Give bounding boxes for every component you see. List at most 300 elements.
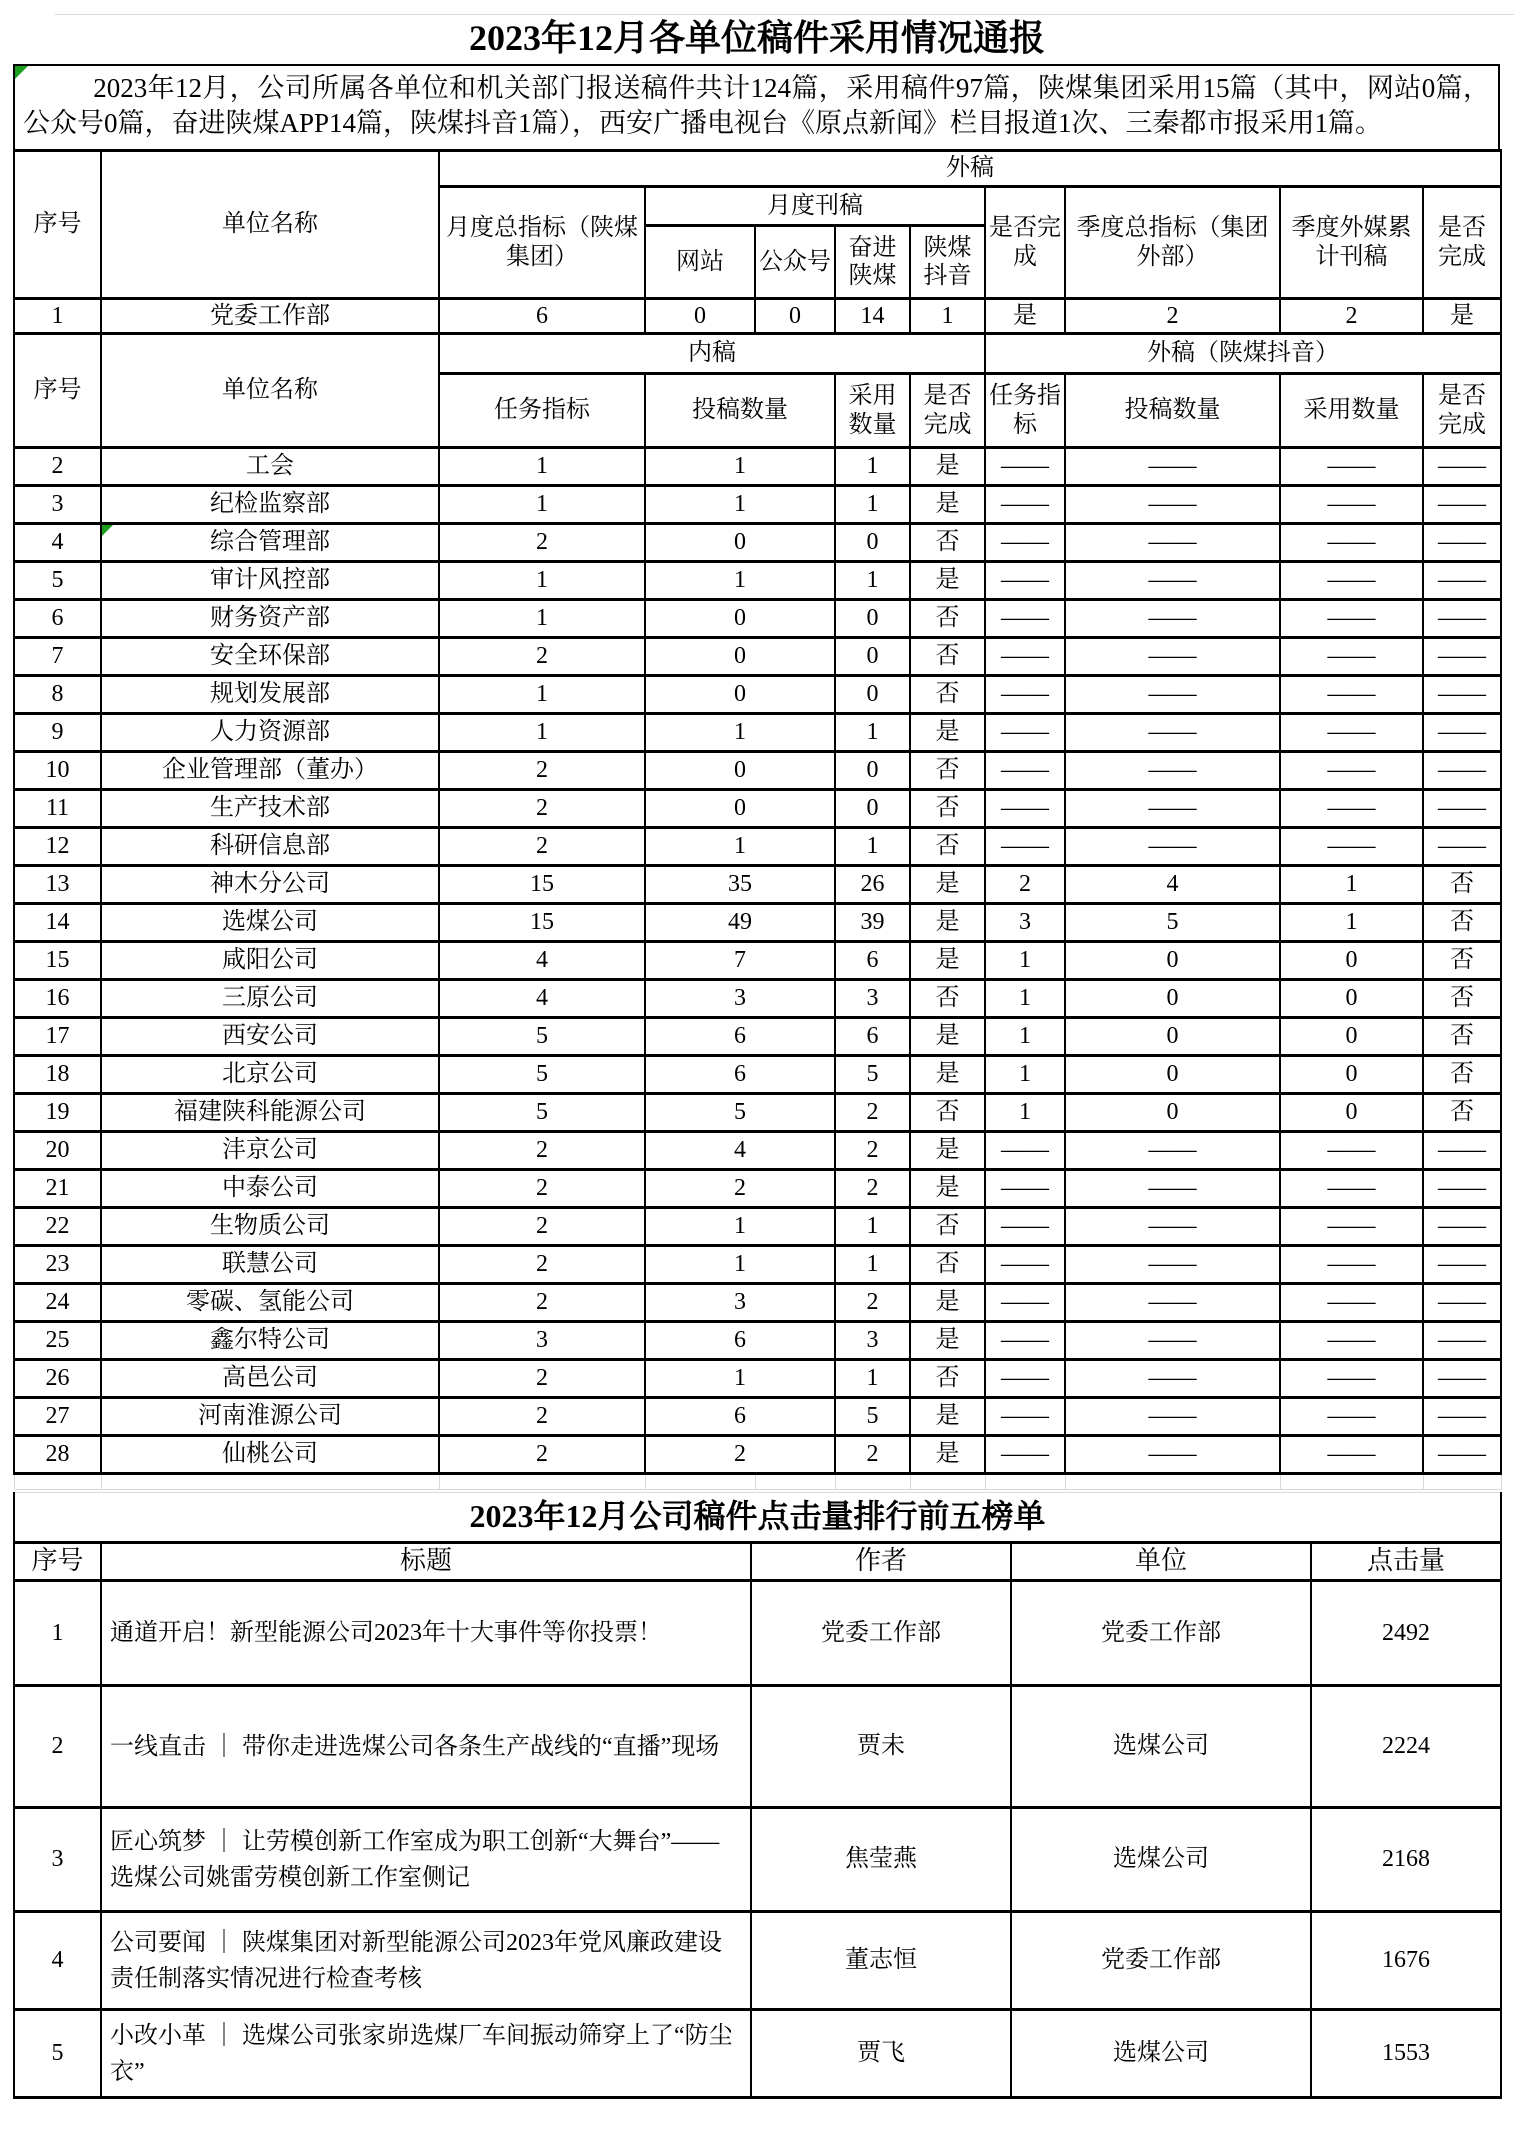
cell-done-outer: 否 <box>1423 1094 1501 1132</box>
cell-adopt-outer: 0 <box>1280 980 1423 1018</box>
row-unit-name: 仙桃公司 <box>101 1436 439 1474</box>
cell-submit-inner: 2 <box>645 1436 835 1474</box>
cell-task-inner: 2 <box>439 1246 645 1284</box>
cell-submit-outer: 0 <box>1065 1056 1280 1094</box>
rank-author: 贾未 <box>751 1686 1011 1808</box>
cell-task-outer: —— <box>985 638 1065 676</box>
row-unit-name: 福建陕科能源公司 <box>101 1094 439 1132</box>
cell-adopt-inner: 1 <box>835 1246 910 1284</box>
error-indicator-icon <box>15 66 28 79</box>
cell-submit-outer: —— <box>1065 1132 1280 1170</box>
row-unit-name: 纪检监察部 <box>101 486 439 524</box>
cell-done-inner: 否 <box>910 1360 985 1398</box>
cell-task-inner: 15 <box>439 866 645 904</box>
cell-adopt-outer: 1 <box>1280 866 1423 904</box>
cell-done-inner: 是 <box>910 448 985 486</box>
cell-done-inner: 否 <box>910 676 985 714</box>
cell-adopt-outer: 0 <box>1280 1094 1423 1132</box>
section-header-monthly-pub: 月度刊稿 <box>645 187 985 226</box>
row-seq: 11 <box>14 790 101 828</box>
table-row-dangwei <box>14 299 1501 334</box>
cell-done-outer: —— <box>1423 1322 1501 1360</box>
cell-done-outer: —— <box>1423 676 1501 714</box>
cell-adopt-inner: 1 <box>835 828 910 866</box>
cell-submit-outer: 5 <box>1065 904 1280 942</box>
cell-task-outer: —— <box>985 790 1065 828</box>
cell-submit-outer: —— <box>1065 638 1280 676</box>
cell-submit-outer: —— <box>1065 714 1280 752</box>
table-row <box>14 1322 1501 1360</box>
col-header-quarter-pub: 季度外媒累计刊稿 <box>1280 187 1423 299</box>
cell-task-inner: 2 <box>439 752 645 790</box>
rank-col-header-author: 作者 <box>751 1543 1011 1581</box>
clicks-ranking-table <box>13 1492 1502 2099</box>
row-seq: 24 <box>14 1284 101 1322</box>
cell-task-inner: 15 <box>439 904 645 942</box>
row-seq: 23 <box>14 1246 101 1284</box>
row-seq: 4 <box>14 524 101 562</box>
cell-task-outer: —— <box>985 1246 1065 1284</box>
rank-author: 党委工作部 <box>751 1581 1011 1686</box>
cell-done-outer: —— <box>1423 1398 1501 1436</box>
cell-task-outer: —— <box>985 828 1065 866</box>
col-header-done-1: 是否完成 <box>985 187 1065 299</box>
rank-article-title: 公司要闻 ｜ 陕煤集团对新型能源公司2023年党风廉政建设责任制落实情况进行检查考核 <box>101 1912 751 2010</box>
cell-adopt-outer: —— <box>1280 828 1423 866</box>
row-unit-name: 咸阳公司 <box>101 942 439 980</box>
cell-adopt-outer: 1 <box>1280 904 1423 942</box>
cell-task-inner: 1 <box>439 714 645 752</box>
cell-done-inner: 否 <box>910 752 985 790</box>
table-row <box>14 980 1501 1018</box>
cell-adopt-inner: 0 <box>835 638 910 676</box>
row-unit-name: 党委工作部 <box>101 299 439 334</box>
cell-adopt-outer: —— <box>1280 1170 1423 1208</box>
section-header-inner: 内稿 <box>439 334 985 374</box>
cell-task-outer: —— <box>985 1170 1065 1208</box>
col-header-douyin: 陕煤抖音 <box>910 226 985 299</box>
table-row <box>14 1436 1501 1474</box>
cell-adopt-outer: 0 <box>1280 1056 1423 1094</box>
row-unit-name: 规划发展部 <box>101 676 439 714</box>
cell-adopt-outer: —— <box>1280 676 1423 714</box>
cell-submit-inner: 0 <box>645 676 835 714</box>
cell-task-outer: —— <box>985 1436 1065 1474</box>
cell-submit-outer: —— <box>1065 524 1280 562</box>
cell-submit-inner: 1 <box>645 1246 835 1284</box>
cell-monthly-total: 6 <box>439 299 645 334</box>
cell-submit-outer: —— <box>1065 562 1280 600</box>
cell-adopt-outer: —— <box>1280 1246 1423 1284</box>
col-header-task-outer: 任务指标 <box>985 374 1065 448</box>
cell-adopt-outer: —— <box>1280 1360 1423 1398</box>
cell-submit-outer: —— <box>1065 448 1280 486</box>
col-header-adopt-outer: 采用数量 <box>1280 374 1423 448</box>
cell-submit-inner: 0 <box>645 600 835 638</box>
rank-article-title: 匠心筑梦 ｜ 让劳模创新工作室成为职工创新“大舞台”——选煤公司姚雷劳模创新工作室侧记 <box>101 1808 751 1912</box>
table-row <box>14 676 1501 714</box>
rank-clicks: 1553 <box>1311 2010 1501 2098</box>
row-unit-name: 生物质公司 <box>101 1208 439 1246</box>
col-header-quarter-total: 季度总指标（集团外部） <box>1065 187 1280 299</box>
row-unit-name: 神木分公司 <box>101 866 439 904</box>
table-row <box>14 562 1501 600</box>
row-seq: 12 <box>14 828 101 866</box>
cell-done-inner: 是 <box>910 1132 985 1170</box>
row-seq: 19 <box>14 1094 101 1132</box>
cell-task-outer: —— <box>985 524 1065 562</box>
rank-seq: 4 <box>14 1912 101 2010</box>
row-seq: 15 <box>14 942 101 980</box>
cell-adopt-outer: —— <box>1280 1132 1423 1170</box>
col-header-done-outer: 是否完成 <box>1423 374 1501 448</box>
row-unit-name: 审计风控部 <box>101 562 439 600</box>
table-row <box>14 790 1501 828</box>
cell-adopt-inner: 2 <box>835 1436 910 1474</box>
cell-task-inner: 2 <box>439 790 645 828</box>
cell-done-inner: 否 <box>910 600 985 638</box>
cell-adopt-outer: —— <box>1280 1322 1423 1360</box>
cell-adopt-inner: 1 <box>835 1208 910 1246</box>
table-row <box>14 1018 1501 1056</box>
table-row <box>14 1170 1501 1208</box>
cell-submit-inner: 0 <box>645 638 835 676</box>
cell-done-outer: 否 <box>1423 1018 1501 1056</box>
report-title: 2023年12月各单位稿件采用情况通报 <box>468 18 1045 58</box>
cell-done-outer: —— <box>1423 486 1501 524</box>
ranking-row <box>14 1912 1501 2010</box>
row-unit-name: 三原公司 <box>101 980 439 1018</box>
cell-submit-outer: —— <box>1065 1322 1280 1360</box>
cell-adopt-inner: 2 <box>835 1170 910 1208</box>
rank-clicks: 1676 <box>1311 1912 1501 2010</box>
cell-done-inner: 是 <box>910 714 985 752</box>
cell-done-outer: —— <box>1423 1246 1501 1284</box>
row-seq: 26 <box>14 1360 101 1398</box>
section-header-outer: 外稿 <box>439 151 1501 187</box>
row-seq: 22 <box>14 1208 101 1246</box>
rank-article-title: 通道开启！新型能源公司2023年十大事件等你投票！ <box>101 1581 751 1686</box>
cell-task-inner: 2 <box>439 1170 645 1208</box>
cell-adopt-outer: —— <box>1280 562 1423 600</box>
cell-done-outer: —— <box>1423 1360 1501 1398</box>
table-row <box>14 524 1501 562</box>
cell-submit-inner: 1 <box>645 562 835 600</box>
row-unit-name: 综合管理部 <box>101 524 439 562</box>
table-row <box>14 828 1501 866</box>
cell-task-outer: 1 <box>985 1094 1065 1132</box>
cell-adopt-outer: —— <box>1280 1436 1423 1474</box>
row-seq: 3 <box>14 486 101 524</box>
cell-submit-outer: —— <box>1065 790 1280 828</box>
cell-done-outer: 否 <box>1423 1056 1501 1094</box>
cell-adopt-outer: —— <box>1280 638 1423 676</box>
cell-task-outer: —— <box>985 486 1065 524</box>
cell-adopt-inner: 5 <box>835 1398 910 1436</box>
cell-done-inner: 是 <box>910 1284 985 1322</box>
cell-adopt-inner: 39 <box>835 904 910 942</box>
row-seq: 13 <box>14 866 101 904</box>
cell-done-outer: —— <box>1423 752 1501 790</box>
cell-submit-inner: 6 <box>645 1322 835 1360</box>
row-seq: 9 <box>14 714 101 752</box>
rank-unit: 选煤公司 <box>1011 2010 1311 2098</box>
cell-submit-inner: 6 <box>645 1398 835 1436</box>
table-row <box>14 942 1501 980</box>
cell-submit-outer: —— <box>1065 1208 1280 1246</box>
cell-done-outer: —— <box>1423 448 1501 486</box>
cell-adopt-outer: —— <box>1280 600 1423 638</box>
col-header-submit-inner: 投稿数量 <box>645 374 835 448</box>
rank-author: 董志恒 <box>751 1912 1011 2010</box>
cell-task-inner: 2 <box>439 1132 645 1170</box>
ranking-row <box>14 1686 1501 1808</box>
row-seq: 8 <box>14 676 101 714</box>
cell-submit-inner: 2 <box>645 1170 835 1208</box>
cell-done-outer: —— <box>1423 638 1501 676</box>
col-header-done-2: 是否完成 <box>1423 187 1501 299</box>
ranking-title: 2023年12月公司稿件点击量排行前五榜单 <box>14 1493 1501 1543</box>
cell-task-outer: —— <box>985 1360 1065 1398</box>
rank-seq: 2 <box>14 1686 101 1808</box>
table-row <box>14 1132 1501 1170</box>
col-header-seq-2: 序号 <box>14 334 101 448</box>
col-header-done-inner: 是否完成 <box>910 374 985 448</box>
row-seq: 20 <box>14 1132 101 1170</box>
cell-task-inner: 2 <box>439 1284 645 1322</box>
cell-task-outer: —— <box>985 1132 1065 1170</box>
rank-col-header-title: 标题 <box>101 1543 751 1581</box>
rank-clicks: 2492 <box>1311 1581 1501 1686</box>
rank-col-header-seq: 序号 <box>14 1543 101 1581</box>
cell-official-account: 0 <box>755 299 835 334</box>
cell-task-inner: 4 <box>439 980 645 1018</box>
cell-adopt-outer: —— <box>1280 714 1423 752</box>
row-seq: 16 <box>14 980 101 1018</box>
ranking-row <box>14 2010 1501 2098</box>
row-unit-name: 河南淮源公司 <box>101 1398 439 1436</box>
cell-done-inner: 是 <box>910 1170 985 1208</box>
cell-submit-inner: 1 <box>645 486 835 524</box>
col-header-seq: 序号 <box>14 151 101 299</box>
table-row <box>14 1398 1501 1436</box>
cell-adopt-inner: 6 <box>835 1018 910 1056</box>
row-unit-name: 生产技术部 <box>101 790 439 828</box>
cell-done-inner: 是 <box>910 1018 985 1056</box>
cell-task-inner: 2 <box>439 524 645 562</box>
cell-done-outer: —— <box>1423 1208 1501 1246</box>
cell-adopt-inner: 2 <box>835 1284 910 1322</box>
cell-task-inner: 3 <box>439 1322 645 1360</box>
row-unit-name: 西安公司 <box>101 1018 439 1056</box>
rank-seq: 3 <box>14 1808 101 1912</box>
cell-submit-outer: —— <box>1065 486 1280 524</box>
cell-done-outer: —— <box>1423 1436 1501 1474</box>
cell-adopt-outer: —— <box>1280 752 1423 790</box>
cell-done-outer: —— <box>1423 714 1501 752</box>
cell-adopt-outer: 0 <box>1280 942 1423 980</box>
cell-done-inner: 否 <box>910 1208 985 1246</box>
cell-done-outer: 否 <box>1423 904 1501 942</box>
cell-adopt-inner: 2 <box>835 1132 910 1170</box>
row-seq: 27 <box>14 1398 101 1436</box>
cell-task-outer: —— <box>985 752 1065 790</box>
cell-done-inner: 是 <box>910 1398 985 1436</box>
cell-adopt-inner: 0 <box>835 752 910 790</box>
cell-task-inner: 2 <box>439 1360 645 1398</box>
cell-done-inner: 否 <box>910 638 985 676</box>
rank-author: 焦莹燕 <box>751 1808 1011 1912</box>
cell-done-outer: —— <box>1423 600 1501 638</box>
row-seq: 14 <box>14 904 101 942</box>
cell-task-inner: 2 <box>439 638 645 676</box>
cell-done-inner: 否 <box>910 524 985 562</box>
summary-box <box>13 64 1500 149</box>
cell-douyin: 1 <box>910 299 985 334</box>
rank-col-header-unit: 单位 <box>1011 1543 1311 1581</box>
col-header-unit: 单位名称 <box>101 151 439 299</box>
summary-text: 2023年12月，公司所属各单位和机关部门报送稿件共计124篇，采用稿件97篇，陕煤集团采用15篇（其中，网站0篇，公众号0篇，奋进陕煤APP14篇，陕煤抖音1篇），西安广播电视台《原点新闻》栏目报道1次、三秦都市报采用1篇。 <box>23 73 1490 138</box>
rank-clicks: 2168 <box>1311 1808 1501 1912</box>
cell-submit-inner: 49 <box>645 904 835 942</box>
row-unit-name: 工会 <box>101 448 439 486</box>
row-unit-name: 人力资源部 <box>101 714 439 752</box>
row-seq: 17 <box>14 1018 101 1056</box>
table-row <box>14 448 1501 486</box>
gridline <box>55 14 1514 15</box>
cell-adopt-outer: —— <box>1280 1208 1423 1246</box>
cell-task-inner: 4 <box>439 942 645 980</box>
cell-task-outer: —— <box>985 676 1065 714</box>
cell-submit-inner: 1 <box>645 448 835 486</box>
cell-submit-inner: 0 <box>645 524 835 562</box>
cell-submit-outer: 0 <box>1065 980 1280 1018</box>
table-row <box>14 638 1501 676</box>
cell-task-inner: 2 <box>439 828 645 866</box>
row-seq: 6 <box>14 600 101 638</box>
cell-adopt-outer: —— <box>1280 448 1423 486</box>
cell-adopt-inner: 0 <box>835 600 910 638</box>
col-header-task-inner: 任务指标 <box>439 374 645 448</box>
row-seq: 10 <box>14 752 101 790</box>
row-unit-name: 财务资产部 <box>101 600 439 638</box>
cell-done-inner: 否 <box>910 828 985 866</box>
cell-submit-inner: 6 <box>645 1056 835 1094</box>
cell-task-inner: 5 <box>439 1018 645 1056</box>
cell-submit-outer: —— <box>1065 676 1280 714</box>
cell-task-inner: 2 <box>439 1398 645 1436</box>
row-unit-name: 北京公司 <box>101 1056 439 1094</box>
cell-adopt-inner: 6 <box>835 942 910 980</box>
row-unit-name: 企业管理部（董办） <box>101 752 439 790</box>
ranking-row <box>14 1808 1501 1912</box>
cell-adopt-outer: —— <box>1280 1398 1423 1436</box>
row-unit-name: 沣京公司 <box>101 1132 439 1170</box>
cell-task-outer: —— <box>985 600 1065 638</box>
table-row <box>14 1094 1501 1132</box>
cell-task-inner: 2 <box>439 1436 645 1474</box>
table-row <box>14 600 1501 638</box>
cell-quarter-pub: 2 <box>1280 299 1423 334</box>
cell-submit-inner: 1 <box>645 714 835 752</box>
cell-adopt-outer: —— <box>1280 524 1423 562</box>
col-header-official-account: 公众号 <box>755 226 835 299</box>
cell-task-outer: —— <box>985 1208 1065 1246</box>
col-header-website: 网站 <box>645 226 755 299</box>
cell-submit-inner: 0 <box>645 790 835 828</box>
cell-task-outer: 1 <box>985 980 1065 1018</box>
row-unit-name: 安全环保部 <box>101 638 439 676</box>
empty-grid-row <box>14 1474 1501 1490</box>
cell-task-outer: 1 <box>985 1056 1065 1094</box>
cell-task-outer: —— <box>985 1284 1065 1322</box>
cell-quarter-total: 2 <box>1065 299 1280 334</box>
cell-task-outer: —— <box>985 562 1065 600</box>
cell-done-1: 是 <box>985 299 1065 334</box>
cell-done-outer: 否 <box>1423 942 1501 980</box>
row-unit-name: 中泰公司 <box>101 1170 439 1208</box>
cell-done-outer: 否 <box>1423 866 1501 904</box>
cell-done-inner: 是 <box>910 486 985 524</box>
cell-task-outer: —— <box>985 1322 1065 1360</box>
cell-task-inner: 5 <box>439 1094 645 1132</box>
cell-task-inner: 2 <box>439 1208 645 1246</box>
cell-submit-inner: 5 <box>645 1094 835 1132</box>
row-unit-name: 高邑公司 <box>101 1360 439 1398</box>
cell-done-inner: 否 <box>910 790 985 828</box>
rank-clicks: 2224 <box>1311 1686 1501 1808</box>
row-unit-name: 鑫尔特公司 <box>101 1322 439 1360</box>
cell-submit-outer: —— <box>1065 1398 1280 1436</box>
cell-adopt-inner: 1 <box>835 448 910 486</box>
cell-submit-inner: 3 <box>645 1284 835 1322</box>
cell-adopt-inner: 1 <box>835 486 910 524</box>
cell-adopt-inner: 0 <box>835 676 910 714</box>
row-seq: 1 <box>14 299 101 334</box>
cell-adopt-inner: 1 <box>835 714 910 752</box>
row-seq: 2 <box>14 448 101 486</box>
table-row <box>14 1360 1501 1398</box>
cell-adopt-inner: 3 <box>835 980 910 1018</box>
cell-done-inner: 是 <box>910 1322 985 1360</box>
row-unit-name: 选煤公司 <box>101 904 439 942</box>
cell-adopt-outer: 0 <box>1280 1018 1423 1056</box>
cell-adopt-inner: 0 <box>835 524 910 562</box>
col-header-submit-outer: 投稿数量 <box>1065 374 1280 448</box>
cell-task-outer: 2 <box>985 866 1065 904</box>
cell-adopt-inner: 5 <box>835 1056 910 1094</box>
cell-submit-outer: —— <box>1065 600 1280 638</box>
rank-unit: 选煤公司 <box>1011 1808 1311 1912</box>
cell-task-outer: —— <box>985 714 1065 752</box>
cell-adopt-outer: —— <box>1280 1284 1423 1322</box>
rank-article-title: 一线直击 ｜ 带你走进选煤公司各条生产战线的“直播”现场 <box>101 1686 751 1808</box>
cell-done-inner: 是 <box>910 866 985 904</box>
cell-done-inner: 是 <box>910 1056 985 1094</box>
cell-task-outer: 1 <box>985 1018 1065 1056</box>
cell-done-outer: —— <box>1423 524 1501 562</box>
cell-fenjin-app: 14 <box>835 299 910 334</box>
cell-task-inner: 1 <box>439 448 645 486</box>
cell-task-outer: —— <box>985 1398 1065 1436</box>
col-header-fenjin-app: 奋进陕煤 <box>835 226 910 299</box>
cell-submit-outer: —— <box>1065 1360 1280 1398</box>
cell-adopt-inner: 26 <box>835 866 910 904</box>
rank-unit: 党委工作部 <box>1011 1912 1311 2010</box>
cell-done-outer: —— <box>1423 562 1501 600</box>
row-seq: 21 <box>14 1170 101 1208</box>
cell-done-2: 是 <box>1423 299 1501 334</box>
